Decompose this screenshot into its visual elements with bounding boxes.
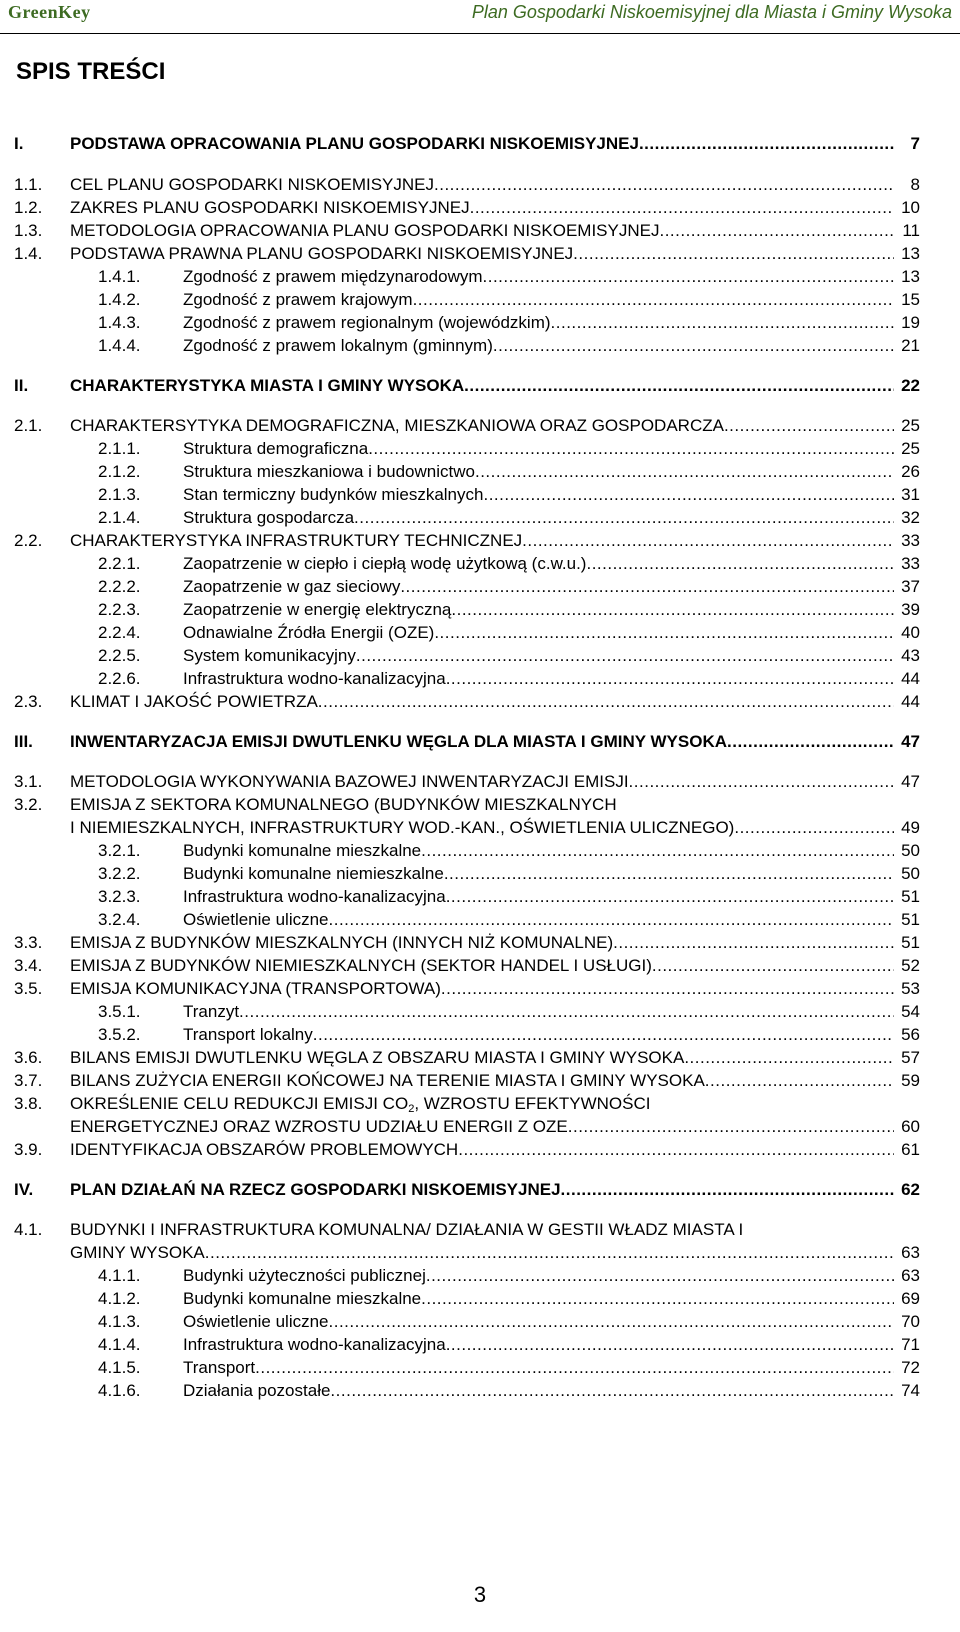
- toc-entry-number: 2.2.2.: [98, 577, 141, 596]
- toc-entry-page: 43: [901, 646, 920, 665]
- toc-entry-title: KLIMAT I JAKOŚĆ POWIETRZA: [70, 692, 318, 711]
- toc-entry-page: 31: [901, 485, 920, 504]
- dot-leader: [586, 554, 894, 574]
- toc-entry-title: Struktura gospodarcza: [183, 508, 355, 527]
- toc-entry-leader-line: [183, 508, 894, 528]
- toc-entry-leader-line: [183, 485, 894, 505]
- toc-entry-page: 60: [901, 1117, 920, 1136]
- toc-entry-number: 4.1.2.: [98, 1289, 141, 1308]
- toc-entry-number: 3.2.4.: [98, 910, 141, 929]
- toc-entry-title: Infrastruktura wodno-kanalizacyjna: [183, 887, 446, 906]
- toc-entry-title: METODOLOGIA WYKONYWANIA BAZOWEJ INWENTARYZACJI EMISJI: [70, 772, 629, 791]
- toc-entry-number: IV.: [14, 1180, 34, 1199]
- toc-entry-page: 53: [901, 979, 920, 998]
- toc-entry-title: CHARAKTERYSTYKA MIASTA I GMINY WYSOKA: [70, 376, 465, 395]
- toc-entry-leader-line: [183, 1381, 894, 1401]
- toc-entry-title: Oświetlenie uliczne: [183, 1312, 329, 1331]
- toc-entry-page: 33: [901, 531, 920, 550]
- toc-entry-number: 3.1.: [14, 772, 43, 791]
- toc-entry-leader-line: [70, 134, 894, 154]
- dot-leader: [434, 623, 894, 643]
- toc-heading: SPIS TREŚCI: [16, 58, 166, 85]
- toc-entry-page: 62: [901, 1180, 920, 1199]
- toc-entry-title: Budynki komunalne mieszkalne: [183, 841, 422, 860]
- dot-leader: [684, 1048, 894, 1068]
- toc-entry-number: 2.2.4.: [98, 623, 141, 642]
- dot-leader: [441, 979, 894, 999]
- toc-entry-page: 61: [901, 1140, 920, 1159]
- dot-leader: [724, 416, 894, 436]
- dot-leader: [568, 1117, 894, 1137]
- toc-entry-number: 3.6.: [14, 1048, 43, 1067]
- toc-entry-title: CHARAKTERSYTYKA DEMOGRAFICZNA, MIESZKANIOWA ORAZ GOSPODARCZA: [70, 416, 724, 435]
- toc-entry-page: 13: [901, 244, 920, 263]
- toc-entry-page: 51: [901, 933, 920, 952]
- toc-entry-page: 74: [901, 1381, 920, 1400]
- toc-entry-title: Transport: [183, 1358, 256, 1377]
- toc-entry-number: 4.1.6.: [98, 1381, 141, 1400]
- toc-entry-number: 3.5.2.: [98, 1025, 141, 1044]
- toc-entry-page: 33: [901, 554, 920, 573]
- dot-leader: [483, 267, 894, 287]
- toc-entry-leader-line: [183, 1312, 894, 1332]
- dot-leader: [426, 1266, 894, 1286]
- toc-entry-title: Budynki komunalne mieszkalne: [183, 1289, 422, 1308]
- toc-entry-leader-line: [183, 462, 894, 482]
- toc-entry-page: 69: [901, 1289, 920, 1308]
- toc-entry-leader-line: [183, 887, 894, 907]
- toc-entry-page: 72: [901, 1358, 920, 1377]
- dot-leader: [705, 1071, 894, 1091]
- dot-leader: [421, 1289, 894, 1309]
- toc-entry-leader-line: [70, 221, 894, 241]
- dot-leader: [475, 462, 894, 482]
- toc-entry-page: 50: [901, 864, 920, 883]
- toc-entry-page: 57: [901, 1048, 920, 1067]
- toc-entry-leader-line: [183, 1335, 894, 1355]
- toc-entry-page: 63: [901, 1266, 920, 1285]
- toc-entry-number: 3.2.3.: [98, 887, 141, 906]
- toc-entry-leader-line: [183, 1025, 894, 1045]
- toc-entry-number: 4.1.5.: [98, 1358, 141, 1377]
- toc-entry-title: Budynki komunalne niemieszkalne: [183, 864, 444, 883]
- dot-leader: [629, 772, 894, 792]
- toc-entry-number: 3.8.: [14, 1094, 43, 1113]
- toc-entry-title: CEL PLANU GOSPODARKI NISKOEMISYJNEJ: [70, 175, 435, 194]
- toc-entry-page: 70: [901, 1312, 920, 1331]
- toc-entry-page: 7: [910, 134, 920, 153]
- toc-entry-leader-line: [70, 198, 894, 218]
- toc-entry-leader-line: [183, 577, 894, 597]
- dot-leader: [727, 732, 894, 752]
- toc-entry-title: EMISJA Z BUDYNKÓW NIEMIESZKALNYCH (SEKTOR HANDEL I USŁUGI): [70, 956, 652, 975]
- dot-leader: [400, 577, 894, 597]
- toc-entry-leader-line: [70, 1180, 894, 1200]
- toc-entry-title: CHARAKTERYSTYKA INFRASTRUKTURY TECHNICZNEJ: [70, 531, 523, 550]
- toc-entry-number: 2.2.: [14, 531, 43, 550]
- toc-entry-leader-line: [70, 1048, 894, 1068]
- toc-entry-number: 3.3.: [14, 933, 43, 952]
- toc-entry-title: Transport lokalny: [183, 1025, 313, 1044]
- toc-entry-leader-line: [183, 646, 894, 666]
- toc-entry-leader-line: [183, 313, 894, 333]
- toc-entry-number: 1.4.1.: [98, 267, 141, 286]
- toc-entry-leader-line: [183, 1266, 894, 1286]
- toc-entry-leader-line: [70, 531, 894, 551]
- toc-entry-number: I.: [14, 134, 24, 153]
- toc-entry-leader-line: [70, 376, 894, 396]
- toc-entry-page: 59: [901, 1071, 920, 1090]
- toc-entry-number: 1.4.3.: [98, 313, 141, 332]
- toc-entry-number: 1.3.: [14, 221, 43, 240]
- toc-entry-number: 4.1.: [14, 1220, 43, 1239]
- dot-leader: [522, 531, 894, 551]
- toc-entry-number: III.: [14, 732, 33, 751]
- toc-entry-page: 52: [901, 956, 920, 975]
- dot-leader: [458, 1140, 894, 1160]
- toc-entry-title: ZAKRES PLANU GOSPODARKI NISKOEMISYJNEJ: [70, 198, 470, 217]
- toc-entry-title-line: [70, 795, 617, 815]
- page-number: 3: [473, 1582, 487, 1607]
- toc-entry-title: PODSTAWA PRAWNA PLANU GOSPODARKI NISKOEMISYJNEJ: [70, 244, 574, 263]
- toc-entry-page: 50: [901, 841, 920, 860]
- toc-entry-page: 63: [901, 1243, 920, 1262]
- toc-entry-title: BILANS EMISJI DWUTLENKU WĘGLA Z OBSZARU MIASTA I GMINY WYSOKA: [70, 1048, 685, 1067]
- toc-entry-title: EMISJA KOMUNIKACYJNA (TRANSPORTOWA): [70, 979, 441, 998]
- dot-leader: [652, 956, 894, 976]
- dot-leader: [446, 1335, 894, 1355]
- toc-entry-title-line: [70, 1094, 650, 1114]
- toc-entry-leader-line: [183, 290, 894, 310]
- toc-entry-page: 47: [901, 772, 920, 791]
- toc-entry-leader-line: [70, 1140, 894, 1160]
- toc-entry-leader-line: [183, 554, 894, 574]
- toc-entry-page: 71: [901, 1335, 920, 1354]
- toc-entry-leader-line: [70, 933, 894, 953]
- toc-entry-title: EMISJA Z SEKTORA KOMUNALNEGO (BUDYNKÓW MIESZKALNYCH: [70, 795, 617, 814]
- toc-entry-leader-line: [183, 864, 894, 884]
- toc-entry-leader-line: [70, 732, 894, 752]
- toc-entry-title: Budynki użyteczności publicznej: [183, 1266, 426, 1285]
- toc-entry-number: 3.2.1.: [98, 841, 141, 860]
- toc-entry-number: 2.2.1.: [98, 554, 141, 573]
- toc-entry-number: 1.2.: [14, 198, 43, 217]
- toc-entry-title: Struktura mieszkaniowa i budownictwo: [183, 462, 475, 481]
- toc-entry-leader-line: [183, 669, 894, 689]
- document-title: Plan Gospodarki Niskoemisyjnej dla Miasta i Gminy Wysoka: [471, 2, 952, 22]
- toc-entry-leader-line: [183, 1289, 894, 1309]
- toc-entry-number: 1.4.2.: [98, 290, 141, 309]
- dot-leader: [659, 221, 894, 241]
- toc-entry-number: 3.2.: [14, 795, 43, 814]
- toc-entry-number: 4.1.4.: [98, 1335, 141, 1354]
- toc-entry-title: Zgodność z prawem regionalnym (wojewódzkim): [183, 313, 551, 332]
- dot-leader: [255, 1358, 894, 1378]
- dot-leader: [421, 841, 894, 861]
- toc-entry-page: 25: [901, 439, 920, 458]
- toc-entry-leader-line: [70, 979, 894, 999]
- dot-leader: [330, 1381, 894, 1401]
- toc-entry-title-line2: GMINY WYSOKA: [70, 1243, 205, 1262]
- dot-leader: [493, 336, 894, 356]
- toc-entry-title: System komunikacyjny: [183, 646, 356, 665]
- toc-entry-page: 22: [901, 376, 920, 395]
- toc-entry-title-line2: ENERGETYCZNEJ ORAZ WZROSTU UDZIAŁU ENERGII Z OZE: [70, 1117, 568, 1136]
- toc-entry-leader-line: [183, 623, 894, 643]
- toc-entry-leader-line: [70, 175, 894, 195]
- toc-entry-leader-line: [183, 841, 894, 861]
- dot-leader: [354, 508, 894, 528]
- toc-entry-number: 3.7.: [14, 1071, 43, 1090]
- toc-entry-title: OKREŚLENIE CELU REDUKCJI EMISJI CO: [70, 1094, 409, 1113]
- toc-entry-leader-line: [70, 416, 894, 436]
- toc-entry-title: Zaopatrzenie w energię elektryczną: [183, 600, 452, 619]
- toc-entry-title-line: [70, 1220, 743, 1240]
- dot-leader: [446, 669, 894, 689]
- dot-leader: [483, 485, 894, 505]
- toc-entry-leader-line: [70, 818, 894, 838]
- dot-leader: [329, 910, 894, 930]
- toc-entry-title: BUDYNKI I INFRASTRUKTURA KOMUNALNA/ DZIAŁANIA W GESTII WŁADZ MIASTA I: [70, 1220, 744, 1239]
- dot-leader: [313, 1025, 894, 1045]
- toc-entry-title: Stan termiczny budynków mieszkalnych: [183, 485, 484, 504]
- toc-entry-title: Infrastruktura wodno-kanalizacyjna: [183, 1335, 446, 1354]
- toc-entry-title: Zaopatrzenie w ciepło i ciepłą wodę użytkową (c.w.u.): [183, 554, 587, 573]
- toc-entry-number: 2.2.3.: [98, 600, 141, 619]
- toc-entry-title: Infrastruktura wodno-kanalizacyjna: [183, 669, 446, 688]
- toc-entry-number: 1.4.: [14, 244, 43, 263]
- toc-entry-page: 49: [901, 818, 920, 837]
- toc-entry-title: Zgodność z prawem krajowym: [183, 290, 413, 309]
- dot-leader: [734, 818, 894, 838]
- toc-entry-number: 2.2.6.: [98, 669, 141, 688]
- toc-entry-title-continued: , WZROSTU EFEKTYWNOŚCI: [414, 1094, 651, 1113]
- toc-entry-page: 40: [901, 623, 920, 642]
- toc-entry-leader-line: [183, 1002, 894, 1022]
- dot-leader: [639, 134, 894, 154]
- toc-entry-page: 39: [901, 600, 920, 619]
- toc-entry-page: 54: [901, 1002, 920, 1021]
- toc-entry-title: PODSTAWA OPRACOWANIA PLANU GOSPODARKI NISKOEMISYJNEJ: [70, 134, 639, 153]
- dot-leader: [551, 313, 894, 333]
- toc-entry-title: Odnawialne Źródła Energii (OZE): [183, 623, 435, 642]
- toc-entry-page: 56: [901, 1025, 920, 1044]
- toc-entry-title: Zgodność z prawem międzynarodowym: [183, 267, 483, 286]
- dot-leader: [446, 887, 894, 907]
- dot-leader: [413, 290, 894, 310]
- dot-leader: [318, 692, 894, 712]
- toc-entry-title: PLAN DZIAŁAŃ NA RZECZ GOSPODARKI NISKOEMISYJNEJ: [70, 1180, 561, 1199]
- toc-entry-page: 51: [901, 887, 920, 906]
- toc-entry-title: BILANS ZUŻYCIA ENERGII KOŃCOWEJ NA TERENIE MIASTA I GMINY WYSOKA: [70, 1071, 705, 1090]
- toc-entry-page: 11: [902, 221, 920, 240]
- toc-entry-leader-line: [70, 772, 894, 792]
- dot-leader: [356, 646, 894, 666]
- toc-entry-number: 2.1.: [14, 416, 43, 435]
- toc-entry-page: 44: [901, 669, 920, 688]
- toc-entry-leader-line: [183, 910, 894, 930]
- toc-entry-subscript: 2: [408, 1102, 415, 1115]
- toc-entry-page: 44: [901, 692, 920, 711]
- dot-leader: [561, 1180, 894, 1200]
- toc-entry-leader-line: [70, 692, 894, 712]
- toc-entry-page: 26: [901, 462, 920, 481]
- toc-entry-number: 3.9.: [14, 1140, 43, 1159]
- toc-entry-leader-line: [70, 1071, 894, 1091]
- toc-entry-page: 15: [901, 290, 920, 309]
- toc-entry-title-line2: I NIEMIESZKALNYCH, INFRASTRUKTURY WOD.-KAN., OŚWIETLENIA ULICZNEGO): [70, 818, 735, 837]
- toc-entry-page: 8: [910, 175, 920, 194]
- toc-entry-page: 47: [901, 732, 920, 751]
- toc-entry-title: Struktura demograficzna: [183, 439, 369, 458]
- toc-entry-page: 51: [901, 910, 920, 929]
- dot-leader: [239, 1002, 894, 1022]
- toc-entry-number: 1.4.4.: [98, 336, 141, 355]
- toc-entry-number: 2.2.5.: [98, 646, 141, 665]
- toc-entry-title: Tranzyt: [183, 1002, 240, 1021]
- toc-entry-number: 4.1.3.: [98, 1312, 141, 1331]
- toc-entry-number: 2.1.1.: [98, 439, 141, 458]
- toc-entry-title: IDENTYFIKACJA OBSZARÓW PROBLEMOWYCH: [70, 1140, 459, 1159]
- dot-leader: [573, 244, 894, 264]
- toc-entry-number: 1.1.: [14, 175, 43, 194]
- dot-leader: [368, 439, 894, 459]
- toc-entry-number: 2.1.3.: [98, 485, 141, 504]
- dot-leader: [434, 175, 894, 195]
- toc-entry-title: Działania pozostałe: [183, 1381, 331, 1400]
- toc-entry-title: INWENTARYZACJA EMISJI DWUTLENKU WĘGLA DLA MIASTA I GMINY WYSOKA: [70, 732, 727, 751]
- brand-logo-text: GreenKey: [8, 2, 91, 22]
- toc-entry-leader-line: [183, 439, 894, 459]
- toc-entry-number: 2.3.: [14, 692, 43, 711]
- toc-entry-title: EMISJA Z BUDYNKÓW MIESZKALNYCH (INNYCH NIŻ KOMUNALNE): [70, 933, 614, 952]
- dot-leader: [329, 1312, 894, 1332]
- toc-entry-page: 19: [901, 313, 920, 332]
- toc-entry-title: Oświetlenie uliczne: [183, 910, 329, 929]
- toc-entry-page: 37: [901, 577, 920, 596]
- toc-entry-page: 25: [901, 416, 920, 435]
- toc-entry-leader-line: [183, 600, 894, 620]
- toc-entry-leader-line: [70, 1117, 894, 1137]
- toc-entry-leader-line: [183, 336, 894, 356]
- toc-entry-title: METODOLOGIA OPRACOWANIA PLANU GOSPODARKI NISKOEMISYJNEJ: [70, 221, 660, 240]
- dot-leader: [613, 933, 894, 953]
- toc-entry-page: 32: [901, 508, 920, 527]
- dot-leader: [205, 1243, 894, 1263]
- toc-entry-leader-line: [183, 267, 894, 287]
- toc-entry-number: 2.1.4.: [98, 508, 141, 527]
- toc-entry-leader-line: [70, 1243, 894, 1263]
- toc-entry-page: 21: [901, 336, 920, 355]
- toc-entry-number: 2.1.2.: [98, 462, 141, 481]
- dot-leader: [451, 600, 894, 620]
- dot-leader: [444, 864, 894, 884]
- toc-entry-title: Zgodność z prawem lokalnym (gminnym): [183, 336, 493, 355]
- toc-entry-number: II.: [14, 376, 29, 395]
- toc-entry-number: 4.1.1.: [98, 1266, 141, 1285]
- toc-entry-page: 13: [901, 267, 920, 286]
- toc-entry-number: 3.2.2.: [98, 864, 141, 883]
- toc-entry-leader-line: [70, 244, 894, 264]
- toc-entry-number: 3.5.1.: [98, 1002, 141, 1021]
- toc-entry-number: 3.5.: [14, 979, 43, 998]
- toc-entry-number: 3.4.: [14, 956, 43, 975]
- toc-entry-leader-line: [183, 1358, 894, 1378]
- toc-entry-title: Zaopatrzenie w gaz sieciowy: [183, 577, 401, 596]
- dot-leader: [470, 198, 894, 218]
- dot-leader: [464, 376, 894, 396]
- toc-entry-leader-line: [70, 956, 894, 976]
- toc-entry-page: 10: [901, 198, 920, 217]
